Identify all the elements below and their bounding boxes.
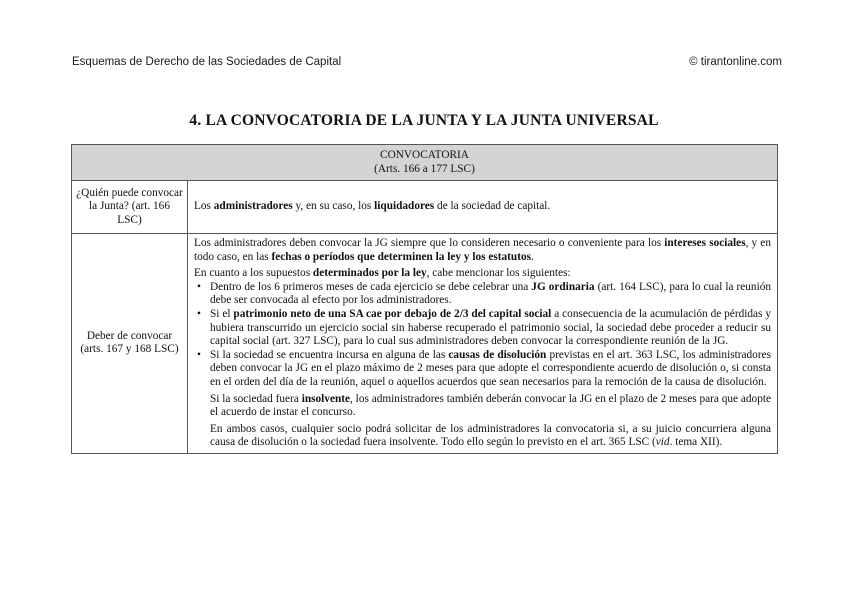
table-row [72,234,778,454]
text-span: (art. 164 LSC), para lo cual la reunión debe ser convocada al efecto por los administradores. [210,280,772,307]
text-span: Los [194,200,214,213]
list-item [210,308,771,349]
bold-term: patrimonio neto de una SA cae por debajo de 2/3 del capital social [233,307,552,320]
list-item [210,281,771,308]
table-header-subtitle: (Arts. 166 a 177 LSC) [374,163,475,175]
text-span: a consecuencia de la acumulación de pérdidas y hubiera transcurrido un ejercicio social sin haberse recuperado el patrimonio social, la sociedad debe proceder a reducir su capital social (art. 327 LSC), para lo cual sus administradores deben convocar la correspondiente reunión de la JG. [210,307,772,348]
row-label: Deber de convocar (arts. 167 y 168 LSC) [72,234,188,454]
text-span: . [531,250,534,263]
text-span: Si la sociedad fuera [210,392,302,405]
bold-term: determinados por la ley [312,267,427,280]
text-span: , los administradores también deberán convocar la JG en el plazo de 2 meses para que adopte el acuerdo de instar el concurso. [210,392,771,419]
bold-term: fechas o períodos que determinen la ley y los estatutos [271,250,531,263]
paragraph [194,237,771,264]
bullet-list [194,281,771,390]
text-span: de la sociedad de capital. [434,200,551,213]
section-title: 4. LA CONVOCATORIA DE LA JUNTA Y LA JUNTA UNIVERSAL [189,112,659,129]
text-span: , cabe mencionar los siguientes: [426,267,571,280]
text-span: Si la sociedad se encuentra incursa en alguna de las [210,348,449,361]
text-span: y, en su caso, los [292,200,375,213]
bold-term: causas de disolución [448,348,547,361]
list-item [210,349,771,390]
bold-term: intereses sociales [664,237,746,249]
table-header-row [72,145,778,181]
italic-term: vid [655,436,670,449]
text-span: , y en todo caso, en las [194,237,771,263]
text-span: En ambos casos, cualquier socio podrá solicitar de los administradores la convocatoria si, a su juicio concurriera alguna causa de disolución o la sociedad fuera insolvente. Todo ello según lo previsto en el art. 365 LSC ( [210,422,771,449]
bold-term: administradores [213,200,293,213]
row-content [188,181,778,234]
table-row [72,181,778,234]
bold-term: JG ordinaria [531,280,595,293]
text-span: previstas en el art. 363 LSC, los administradores deben convocar la JG en el plazo máximo de 2 meses para que adopte el correspondiente acuerdo de disolución o, si consta en el orden del día de la reunión, aquel o aquellos acuerdos que sean necesarios para la remoción de la causa de disolución. [210,348,771,388]
paragraph [194,423,771,450]
text-span: Los administradores deben convocar la JG siempre que lo consideren necesario o conveniente para los [194,237,665,249]
convocatoria-table [71,144,778,454]
row-content [188,234,778,454]
running-header-title: Esquemas de Derecho de las Sociedades de Capital [72,56,342,68]
text-span: En cuanto a los supuestos [194,267,313,280]
table-header-cell [72,145,778,181]
table-header-title: CONVOCATORIA [380,149,469,162]
row-label: ¿Quién puede convocar la Junta? (art. 166 LSC) [72,181,188,234]
bold-term: liquidadores [374,200,435,213]
text-span: Dentro de los 6 primeros meses de cada ejercicio se debe celebrar una [210,280,532,293]
text-span: Si el [210,307,234,320]
bold-term: insolvente [301,392,351,405]
text-span: . tema XII). [669,436,723,449]
paragraph [194,393,771,420]
running-header-copyright: © tirantonline.com [689,56,782,68]
paragraph [194,267,771,281]
